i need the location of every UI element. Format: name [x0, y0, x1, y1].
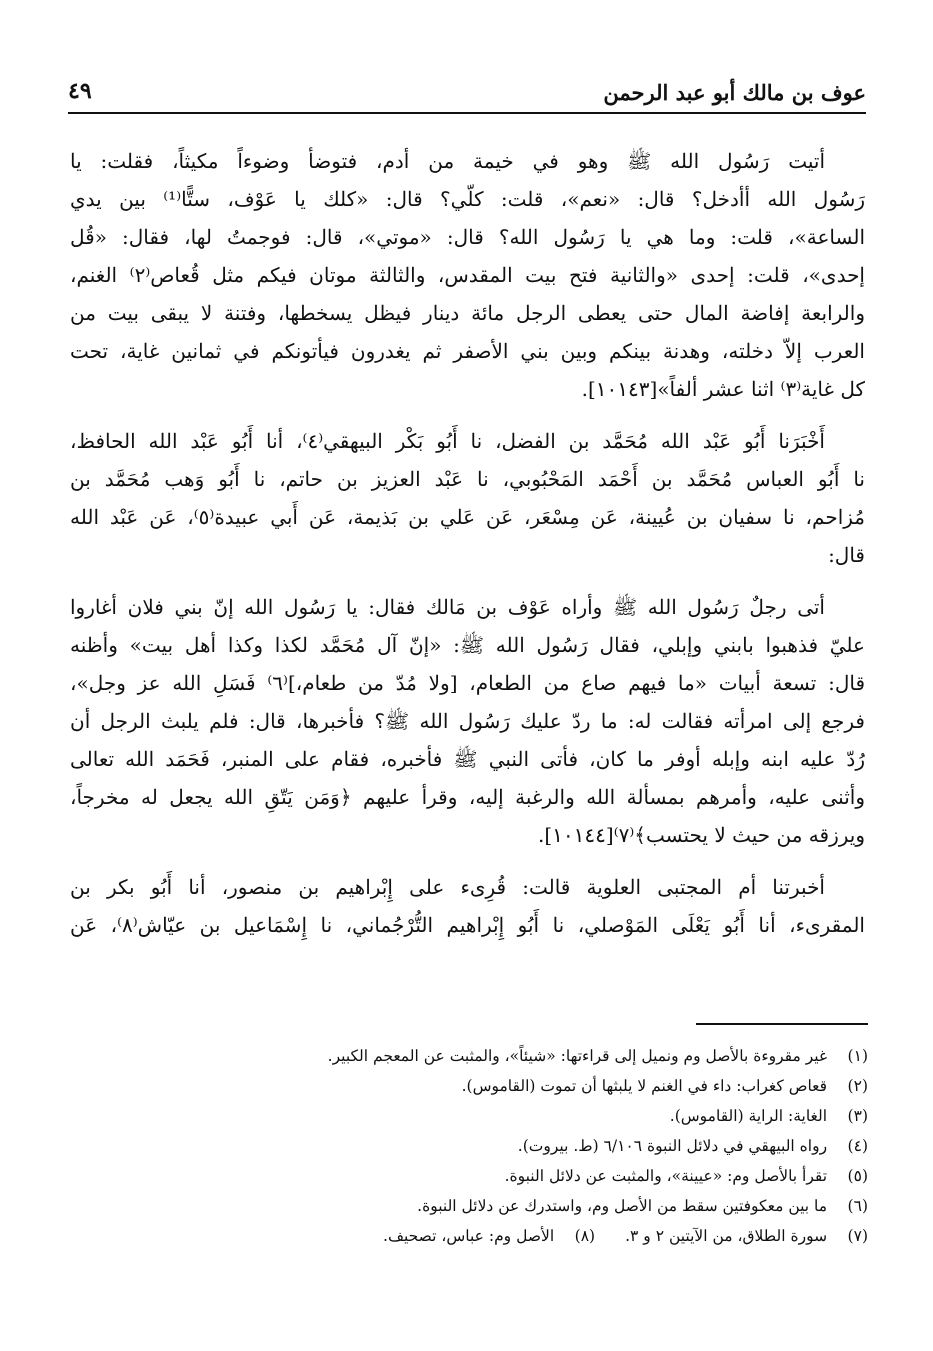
text-line: الساعة»، قلت: وما هي يا رَسُول الله؟ قال: «موتي»، قال: فوجمتُ لها، فقال: «قُل [70, 225, 865, 249]
text-line: مُزاحم، نا سفيان بن عُيينة، عَن مِسْعَر، عَن عَلي بن بَذيمة، عَن أَبي عبيدة⁽٥⁾، عَن عَبْد الله [70, 505, 865, 529]
text-line: رَسُول الله أأدخل؟ قال: «نعم»، قلت: كلّي؟ قال: «كلك يا عَوْف، ستًّا⁽¹⁾ بين يدي [70, 187, 865, 211]
page-header [68, 72, 866, 114]
footnote-text: سورة الطلاق، من الآيتين ٢ و ٣. [625, 1227, 828, 1245]
footnote-number: (٥) [847, 1167, 868, 1185]
paragraph [70, 142, 865, 408]
footnote [625, 1221, 868, 1251]
footnote-number: (٦) [847, 1197, 868, 1215]
footnote [383, 1221, 595, 1251]
paragraph [70, 588, 865, 854]
footnote-number: (٣) [847, 1107, 868, 1125]
footnotes [150, 1041, 868, 1251]
footnote-text: قعاص كغراب: داء في الغنم لا يلبثها أن تموت (القاموس). [461, 1077, 828, 1095]
footnote-row [150, 1221, 868, 1251]
text-line: عليّ فذهبوا بابني وإبلي، فقال رَسُول الله ﷺ: «إنّ آل مُحَمَّد لكذا وكذا أهل بيت» وأظنه [70, 633, 865, 657]
text-line: أتيت رَسُول الله ﷺ وهو في خيمة من أدم، فتوضأ وضوءاً مكيثاً، فقلت: يا [70, 149, 825, 173]
paragraph [70, 422, 865, 574]
text-line: فرجع إلى امرأته فقالت له: ما ردّ عليك رَسُول الله ﷺ؟ فأخبرها، قال: فلم يلبث الرجل أن [70, 709, 865, 733]
footnote [150, 1071, 868, 1101]
footnote [150, 1101, 868, 1131]
footnote-text: الغاية: الراية (القاموس). [669, 1107, 828, 1125]
text-line: نا أَبُو العباس مُحَمَّد بن أَحْمَد المَحْبُوبي، نا عَبْد العزيز بن حاتم، نا أَبُو وَهب مُحَمَّد بن [70, 467, 865, 491]
footnote-number: (٨) [574, 1227, 596, 1245]
text-line: ويرزقه من حيث لا يحتسب﴾⁽٧⁾[١٠١٤٤]. [538, 823, 865, 847]
running-title: عوف بن مالك أبو عبد الرحمن [603, 80, 866, 105]
text-line: المقرىء، أنا أَبُو يَعْلَى المَوْصلي، نا أَبُو إِبْراهيم التُّرْجُماني، نا إِسْمَاعيل بن عيّاش⁽٨⁾، عَن [70, 913, 865, 937]
paragraph [70, 868, 865, 944]
footnote-number: (٢) [847, 1077, 868, 1095]
text-line: إحدى»، قلت: إحدى «والثانية فتح بيت المقدس، والثالثة موتان فيكم مثل قُعاص⁽٢⁾ الغنم، [70, 263, 865, 287]
main-text [70, 142, 865, 944]
footnote [150, 1161, 868, 1191]
footnote [150, 1131, 868, 1161]
text-line: أخبرتنا أم المجتبى العلوية قالت: قُرِىء على إِبْراهيم بن منصور، أنا أَبُو بكر بن [70, 875, 825, 899]
footnote-text: الأصل وم: عباس، تصحيف. [383, 1227, 555, 1245]
footnote-number: (١) [847, 1047, 868, 1065]
text-line: أتى رجلٌ رَسُول الله ﷺ وأراه عَوْف بن مَالك فقال: يا رَسُول الله إنّ بني فلان أغاروا [70, 595, 825, 619]
footnote-text: رواه البيهقي في دلائل النبوة ٦/١٠٦ (ط. بيروت). [517, 1137, 828, 1155]
text-line: قال: [828, 543, 865, 567]
footnote-number: (٧) [847, 1227, 868, 1245]
footnote-text: ما بين معكوفتين سقط من الأصل وم، واستدرك عن دلائل النبوة. [417, 1197, 828, 1215]
text-line: كل غاية⁽٣⁾ اثنا عشر ألفاً»[١٠١٤٣]. [581, 377, 865, 401]
footnote-text: غير مقروءة بالأصل وم ونميل إلى قراءتها: «شيئاً»، والمثبت عن المعجم الكبير. [327, 1047, 828, 1065]
footnote-divider [696, 1023, 868, 1025]
footnote-text: تقرأ بالأصل وم: «عيينة»، والمثبت عن دلائل النبوة. [504, 1167, 828, 1185]
text-line: أَخْبَرَنا أَبُو عَبْد الله مُحَمَّد بن الفضل، نا أَبُو بَكْر البيهقي⁽٤⁾، أنا أَبُو عَبْد الله الحافظ، [70, 429, 825, 453]
footnote [150, 1191, 868, 1221]
text-line: والرابعة إفاضة المال حتى يعطى الرجل مائة دينار فيظل يسخطها، وفتنة لا يبقى بيت من [70, 301, 865, 325]
footnote [150, 1041, 868, 1071]
text-line: العرب إلاّ دخلته، وهدنة بينكم وبين بني الأصفر ثم يغدرون فيأتونكم في ثمانين غاية، تحت [70, 339, 865, 363]
text-line: رُدّ عليه ابنه وإبله أوفر ما كان، فأتى النبي ﷺ فأخبره، فقام على المنبر، فَحَمَد الله تعالى [70, 747, 865, 771]
page-number: ٤٩ [68, 78, 92, 104]
text-line: وأثنى عليه، وأمرهم بمسألة الله والرغبة إليه، وقرأ عليهم ﴿وَمَن يَتّقِ الله يجعل له مخرجاً، [70, 785, 865, 809]
text-line: قال: تسعة أبيات «ما فيهم صاع من الطعام، [ولا مُدّ من طعام،]⁽٦⁾ فَسَلِ الله عز وجل»، [70, 671, 865, 695]
footnote-number: (٤) [847, 1137, 868, 1155]
